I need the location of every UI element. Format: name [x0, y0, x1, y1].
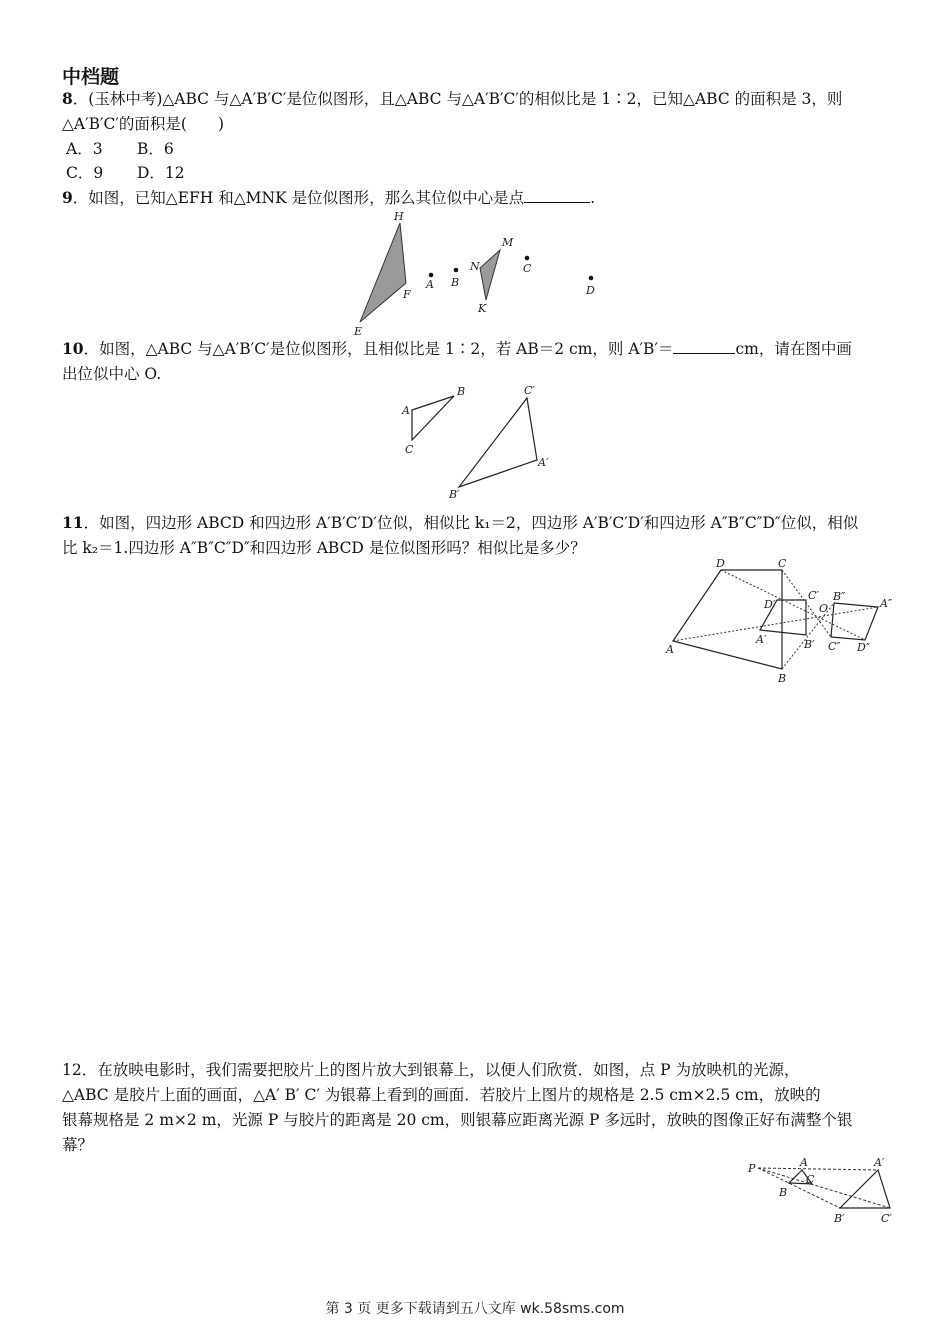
- q9-label-a: A: [426, 278, 434, 291]
- section-heading: 中档题: [62, 66, 120, 88]
- q10-figure: [412, 396, 537, 487]
- q11-text: ．如图，四边形 ABCD 和四边形 A′B′C′D′位似，相似比 k₁＝2，四边形 A′B′C′D′和四边形 A″B″C″D″位似，相似: [83, 514, 859, 532]
- q11-label-bpp: B″: [833, 590, 846, 603]
- q10-text-a: ．如图，△ABC 与△A′B′C′是位似图形，且相似比是 1∶2，若 AB＝2 cm，则 A′B′＝: [83, 340, 674, 358]
- q11-label-o: O: [819, 602, 829, 615]
- q10-label-b: B: [457, 385, 466, 398]
- q9-label-n: N: [470, 260, 480, 273]
- q11-label-cpp: C″: [828, 640, 841, 653]
- q12-line2: △ABC 是胶片上面的画面，△A′ B′ C′ 为银幕上看到的画面．若胶片上图片的规格是 2.5 cm×2.5 cm，放映的: [62, 1086, 821, 1104]
- q9-label-m: M: [502, 236, 514, 249]
- q8-text: ．(玉林中考)△ABC 与△A′B′C′是位似图形，且△ABC 与△A′B′C′的相似比是 1∶2，已知△ABC 的面积是 3，则: [72, 90, 843, 108]
- q10-triangle-abc: [412, 396, 454, 440]
- q11-number: 11: [62, 513, 84, 532]
- q10-label-ap: A′: [538, 456, 549, 469]
- q12-line1: 12．在放映电影时，我们需要把胶片上的图片放大到银幕上，以便人们欣赏．如图，点 P 为放映机的光源，: [62, 1061, 800, 1079]
- q8-option-b: B．6: [137, 140, 174, 158]
- q11-label-cp: C′: [808, 589, 819, 602]
- q9-label-d: D: [586, 284, 595, 297]
- q10-label-a: A: [402, 404, 410, 417]
- q9-label-e: E: [354, 325, 363, 338]
- q11-figure: [665, 557, 893, 685]
- q8-option-c: C．9: [66, 164, 104, 182]
- q12-projection-lines: [758, 1168, 890, 1208]
- q9-point-c: [525, 256, 530, 261]
- q9-point-d: [589, 276, 594, 281]
- q9-text: ．如图，已知△EFH 和△MNK 是位似图形，那么其位似中心是点: [72, 189, 525, 207]
- q11-label-ap: A′: [756, 633, 767, 646]
- q10-line2: 出位似中心 O.: [62, 365, 162, 383]
- q8-line2: △A′B′C′的面积是( ): [62, 115, 225, 133]
- q9-number: 9: [62, 188, 73, 207]
- q12-label-cp: C′: [881, 1212, 892, 1225]
- q10-labels: [401, 384, 549, 501]
- q10-label-bp: B′: [449, 488, 460, 501]
- q12-label-a: A: [800, 1156, 808, 1169]
- q9-point-b: [454, 268, 459, 273]
- q9-period: .: [590, 189, 596, 207]
- q9-label-f: F: [403, 288, 411, 301]
- q10-label-c: C: [405, 443, 414, 456]
- q10-label-cp: C′: [524, 384, 535, 397]
- q12-figure: [747, 1156, 892, 1225]
- q9-label-k: K: [478, 302, 487, 315]
- page-footer: 第 3 页 更多下载请到五八文库 wk.58sms.com: [325, 1301, 625, 1317]
- q9-label-c: C: [523, 262, 532, 275]
- q9-triangle-efh: [360, 223, 406, 322]
- q12-line4: 幕？: [62, 1136, 94, 1154]
- q12-label-ap: A′: [874, 1156, 885, 1169]
- q11-label-dpp: D″: [857, 641, 870, 654]
- q9-label-b: B: [451, 276, 460, 289]
- q12-label-b: B: [779, 1186, 788, 1199]
- q9-point-a: [429, 273, 434, 278]
- q11-line2: 比 k₂＝1.四边形 A″B″C″D″和四边形 ABCD 是位似图形吗？相似比是多少？: [62, 539, 586, 557]
- q11-label-b: B: [778, 672, 787, 685]
- q11-label-c: C: [778, 557, 787, 570]
- q12-label-p: P: [748, 1162, 756, 1175]
- q12-label-bp: B′: [834, 1212, 845, 1225]
- q11-construction-lines: [673, 570, 878, 669]
- q9-label-h: H: [394, 210, 404, 223]
- q10-triangle-apbpcp: [459, 398, 537, 487]
- q10-number: 10: [62, 339, 84, 358]
- q11-label-app: A″: [880, 597, 893, 610]
- q12-label-c: C: [806, 1173, 815, 1186]
- q12-triangle-apbpcp: [840, 1170, 890, 1208]
- q11-label-a: A: [666, 643, 674, 656]
- q8-option-d: D．12: [137, 164, 185, 182]
- q11-label-d: D: [716, 557, 725, 570]
- q8-option-a: A．3: [66, 140, 103, 158]
- q8-number: 8: [62, 89, 73, 108]
- q9-figure: [353, 210, 595, 338]
- q11-label-dp: D′: [764, 598, 776, 611]
- q11-label-bp: B′: [804, 638, 815, 651]
- q12-line3: 银幕规格是 2 m×2 m，光源 P 与胶片的距离是 20 cm，则银幕应距离光源 P 多远时，放映的图像正好布满整个银: [62, 1111, 853, 1129]
- q10-text-b: cm，请在图中画: [735, 340, 852, 358]
- q9-triangle-mnk: [480, 250, 500, 300]
